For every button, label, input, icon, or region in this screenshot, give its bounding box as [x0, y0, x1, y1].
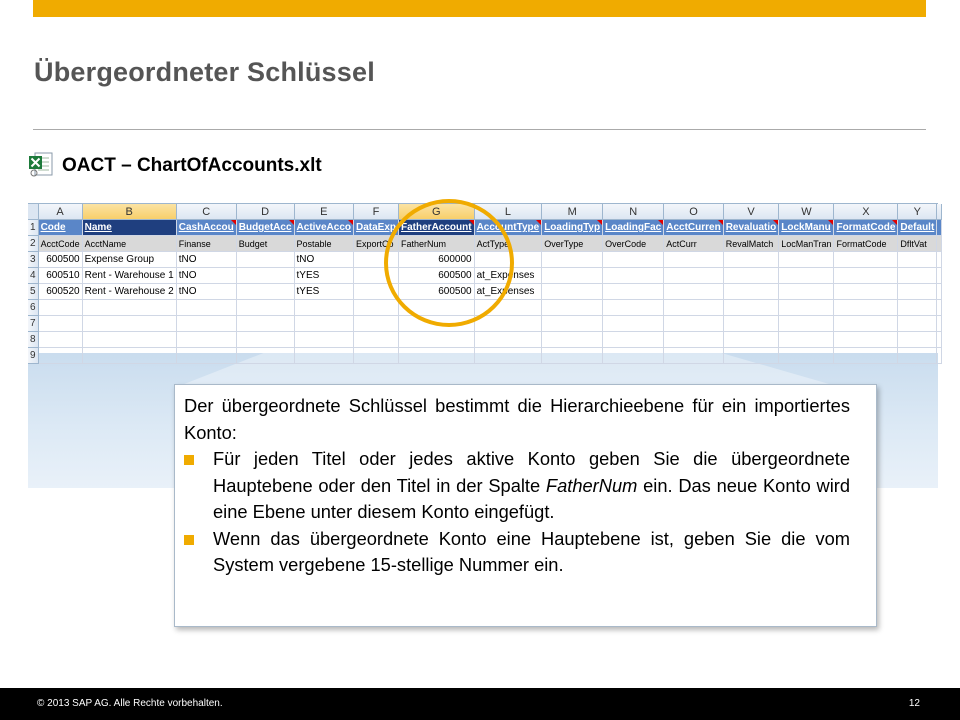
- table-cell[interactable]: Finanse: [176, 236, 236, 252]
- page-number: 12: [908, 698, 920, 709]
- table-cell[interactable]: [603, 348, 664, 364]
- table-cell[interactable]: Rent - Warehouse 1: [82, 268, 176, 284]
- table-cell[interactable]: [294, 348, 353, 364]
- comment-marker-icon: [536, 220, 541, 225]
- column-header-l[interactable]: L: [474, 204, 542, 220]
- comment-marker-icon: [597, 220, 602, 225]
- table-cell[interactable]: [834, 300, 898, 316]
- row-header[interactable]: 1: [28, 220, 38, 236]
- table-cell: [937, 284, 942, 300]
- table-cell[interactable]: FatherAccount: [399, 220, 475, 236]
- row-header[interactable]: 6: [28, 300, 38, 316]
- table-cell[interactable]: Budget: [236, 236, 294, 252]
- table-cell[interactable]: [664, 348, 723, 364]
- table-cell[interactable]: LockManu: [779, 220, 834, 236]
- column-header-y[interactable]: Y: [898, 204, 937, 220]
- table-cell[interactable]: [542, 252, 603, 268]
- table-cell[interactable]: [664, 316, 723, 332]
- table-cell[interactable]: LoadingTyp: [542, 220, 603, 236]
- table-cell[interactable]: [603, 316, 664, 332]
- table-cell[interactable]: [664, 332, 723, 348]
- table-cell[interactable]: tNO: [294, 252, 353, 268]
- table-cell[interactable]: [176, 348, 236, 364]
- copyright-text: © 2013 SAP AG. Alle Rechte vorbehalten.: [37, 698, 223, 709]
- comment-marker-icon: [289, 220, 294, 225]
- table-row: [28, 348, 942, 364]
- table-cell[interactable]: 600000: [399, 252, 475, 268]
- table-cell[interactable]: [603, 332, 664, 348]
- table-cell[interactable]: [82, 300, 176, 316]
- table-cell[interactable]: [354, 348, 399, 364]
- table-cell[interactable]: [542, 300, 603, 316]
- table-cell: [937, 316, 942, 332]
- table-cell[interactable]: [603, 284, 664, 300]
- table-cell[interactable]: [898, 268, 937, 284]
- comment-marker-icon: [828, 220, 833, 225]
- table-cell[interactable]: Name: [82, 220, 176, 236]
- table-cell[interactable]: [603, 300, 664, 316]
- column-header-b[interactable]: B: [82, 204, 176, 220]
- table-cell[interactable]: [236, 300, 294, 316]
- table-cell: [937, 220, 942, 236]
- table-cell[interactable]: DataExp: [354, 220, 399, 236]
- comment-marker-icon: [348, 220, 353, 225]
- table-cell[interactable]: [779, 268, 834, 284]
- table-cell[interactable]: [723, 268, 779, 284]
- table-cell[interactable]: ActType: [474, 236, 542, 252]
- table-cell[interactable]: [38, 316, 82, 332]
- table-row: [28, 332, 942, 348]
- table-cell[interactable]: [723, 284, 779, 300]
- select-all-corner[interactable]: [28, 204, 38, 220]
- table-cell[interactable]: [603, 252, 664, 268]
- table-cell[interactable]: [236, 268, 294, 284]
- table-cell[interactable]: [82, 316, 176, 332]
- table-cell[interactable]: [236, 348, 294, 364]
- table-cell[interactable]: [399, 332, 475, 348]
- table-cell: [937, 332, 942, 348]
- table-cell[interactable]: [834, 252, 898, 268]
- comment-marker-icon: [773, 220, 778, 225]
- table-cell: [937, 236, 942, 252]
- table-cell[interactable]: RevalMatch: [723, 236, 779, 252]
- table-cell[interactable]: BudgetAcc: [236, 220, 294, 236]
- table-cell[interactable]: at_Expenses: [474, 268, 542, 284]
- table-cell[interactable]: tYES: [294, 284, 353, 300]
- table-cell[interactable]: [38, 348, 82, 364]
- table-cell[interactable]: [723, 252, 779, 268]
- table-cell[interactable]: OverCode: [603, 236, 664, 252]
- column-header-o[interactable]: O: [664, 204, 723, 220]
- table-cell[interactable]: 600500: [399, 284, 475, 300]
- table-cell[interactable]: AcctName: [82, 236, 176, 252]
- callout-intro: Der übergeordnete Schlüssel bestimmt die Hierarchieebene für ein importiertes Konto:: [184, 395, 850, 443]
- column-header-x[interactable]: X: [834, 204, 898, 220]
- table-cell: [937, 300, 942, 316]
- table-cell[interactable]: [898, 300, 937, 316]
- row-header[interactable]: 2: [28, 236, 38, 252]
- column-header-a[interactable]: A: [38, 204, 82, 220]
- table-cell[interactable]: [38, 300, 82, 316]
- table-cell[interactable]: [474, 348, 542, 364]
- row-header[interactable]: 7: [28, 316, 38, 332]
- table-cell[interactable]: [542, 316, 603, 332]
- table-cell: [937, 348, 942, 364]
- table-cell[interactable]: LoadingFac: [603, 220, 664, 236]
- column-header-overflow: [937, 204, 942, 220]
- column-header-c[interactable]: C: [176, 204, 236, 220]
- table-cell[interactable]: 600500: [399, 268, 475, 284]
- table-cell[interactable]: [354, 332, 399, 348]
- table-cell[interactable]: [779, 284, 834, 300]
- highlight-circle: [384, 199, 514, 327]
- title-divider: [33, 129, 926, 130]
- table-cell[interactable]: [399, 348, 475, 364]
- table-cell[interactable]: 600510: [38, 268, 82, 284]
- table-cell[interactable]: ActiveAcco: [294, 220, 353, 236]
- table-cell[interactable]: OverType: [542, 236, 603, 252]
- column-header-e[interactable]: E: [294, 204, 353, 220]
- table-cell[interactable]: Code: [38, 220, 82, 236]
- table-cell[interactable]: FormatCode: [834, 220, 898, 236]
- table-cell[interactable]: ActCurr: [664, 236, 723, 252]
- column-header-n[interactable]: N: [603, 204, 664, 220]
- comment-marker-icon: [658, 220, 663, 225]
- row-header[interactable]: 8: [28, 332, 38, 348]
- table-cell[interactable]: [898, 284, 937, 300]
- excel-file-icon: [28, 152, 54, 178]
- table-cell[interactable]: [236, 332, 294, 348]
- row-header[interactable]: 4: [28, 268, 38, 284]
- table-cell[interactable]: [723, 348, 779, 364]
- table-cell[interactable]: [664, 300, 723, 316]
- table-cell[interactable]: tNO: [176, 268, 236, 284]
- table-cell[interactable]: [474, 316, 542, 332]
- table-cell[interactable]: Expense Group: [82, 252, 176, 268]
- table-cell[interactable]: [294, 332, 353, 348]
- table-cell[interactable]: [664, 284, 723, 300]
- table-cell[interactable]: Revaluatio: [723, 220, 779, 236]
- table-cell[interactable]: [176, 300, 236, 316]
- table-cell[interactable]: [82, 332, 176, 348]
- table-cell[interactable]: [779, 300, 834, 316]
- table-cell[interactable]: [723, 332, 779, 348]
- table-cell[interactable]: LocManTran: [779, 236, 834, 252]
- row-header[interactable]: 9: [28, 348, 38, 364]
- table-cell[interactable]: [294, 316, 353, 332]
- fathernum-term: FatherNum: [545, 474, 638, 496]
- table-cell[interactable]: [542, 284, 603, 300]
- table-cell[interactable]: DfltVat: [898, 236, 937, 252]
- callout-bullet-1: Für jeden Titel oder jedes aktive Konto geben Sie die übergeordnete Hauptebene oder den Titel in der Spalte FatherNum ein. Das neue Konto wird eine Ebene unter diesem Konto eingefügt.: [184, 446, 850, 526]
- table-cell[interactable]: FormatCode: [834, 236, 898, 252]
- table-cell[interactable]: [294, 300, 353, 316]
- table-cell[interactable]: [723, 316, 779, 332]
- table-cell[interactable]: AcctCurren: [664, 220, 723, 236]
- column-header-w[interactable]: W: [779, 204, 834, 220]
- table-cell[interactable]: [664, 268, 723, 284]
- table-cell[interactable]: [834, 268, 898, 284]
- slide-title: Übergeordneter Schlüssel: [34, 57, 375, 87]
- row-header[interactable]: 3: [28, 252, 38, 268]
- table-cell[interactable]: 600520: [38, 284, 82, 300]
- comment-marker-icon: [892, 220, 897, 225]
- table-cell[interactable]: [834, 348, 898, 364]
- table-cell[interactable]: [542, 268, 603, 284]
- table-cell[interactable]: [779, 332, 834, 348]
- table-cell[interactable]: [898, 332, 937, 348]
- table-cell[interactable]: [664, 252, 723, 268]
- table-cell[interactable]: [354, 300, 399, 316]
- table-cell[interactable]: [176, 316, 236, 332]
- table-cell[interactable]: ExportCo: [354, 236, 399, 252]
- table-cell[interactable]: [236, 252, 294, 268]
- table-cell[interactable]: [834, 284, 898, 300]
- column-header-d[interactable]: D: [236, 204, 294, 220]
- table-cell[interactable]: tNO: [176, 252, 236, 268]
- table-cell[interactable]: [779, 348, 834, 364]
- table-cell[interactable]: [474, 332, 542, 348]
- table-cell[interactable]: [176, 332, 236, 348]
- table-cell[interactable]: tNO: [176, 284, 236, 300]
- footer-bar: [0, 688, 960, 720]
- comment-marker-icon: [231, 220, 236, 225]
- table-cell[interactable]: Rent - Warehouse 2: [82, 284, 176, 300]
- table-cell[interactable]: [542, 332, 603, 348]
- table-cell[interactable]: [779, 316, 834, 332]
- table-cell[interactable]: tYES: [294, 268, 353, 284]
- bullet-square-icon: [184, 535, 194, 545]
- table-cell[interactable]: AccountType: [474, 220, 542, 236]
- column-header-g[interactable]: G: [399, 204, 475, 220]
- table-cell[interactable]: FatherNum: [399, 236, 475, 252]
- table-cell[interactable]: [834, 316, 898, 332]
- table-cell[interactable]: at_Expenses: [474, 284, 542, 300]
- table-cell[interactable]: [723, 300, 779, 316]
- table-cell: [937, 268, 942, 284]
- table-cell[interactable]: Postable: [294, 236, 353, 252]
- file-name-heading: OACT – ChartOfAccounts.xlt: [62, 155, 322, 176]
- table-cell[interactable]: [82, 348, 176, 364]
- table-cell[interactable]: [834, 332, 898, 348]
- explanation-callout: [174, 384, 877, 627]
- column-header-m[interactable]: M: [542, 204, 603, 220]
- table-cell[interactable]: [542, 348, 603, 364]
- table-cell[interactable]: Default: [898, 220, 937, 236]
- table-cell[interactable]: [354, 316, 399, 332]
- table-cell[interactable]: 600500: [38, 252, 82, 268]
- row-header[interactable]: 5: [28, 284, 38, 300]
- comment-marker-icon: [718, 220, 723, 225]
- table-cell[interactable]: [779, 252, 834, 268]
- table-cell[interactable]: [236, 316, 294, 332]
- table-cell[interactable]: [898, 348, 937, 364]
- column-header-f[interactable]: F: [354, 204, 399, 220]
- callout-bullet-2: Wenn das übergeordnete Konto eine Hauptebene ist, geben Sie die vom System vergebene 15-stellige Nummer ein.: [184, 526, 850, 579]
- table-cell[interactable]: [898, 252, 937, 268]
- table-cell[interactable]: [603, 268, 664, 284]
- table-cell[interactable]: [236, 284, 294, 300]
- top-accent-bar: [33, 0, 926, 17]
- table-row: [28, 316, 942, 332]
- bullet-square-icon: [184, 455, 194, 465]
- column-header-v[interactable]: V: [723, 204, 779, 220]
- table-cell[interactable]: [898, 316, 937, 332]
- table-cell[interactable]: CashAccou: [176, 220, 236, 236]
- table-cell[interactable]: [38, 332, 82, 348]
- table-cell: [937, 252, 942, 268]
- table-cell[interactable]: AcctCode: [38, 236, 82, 252]
